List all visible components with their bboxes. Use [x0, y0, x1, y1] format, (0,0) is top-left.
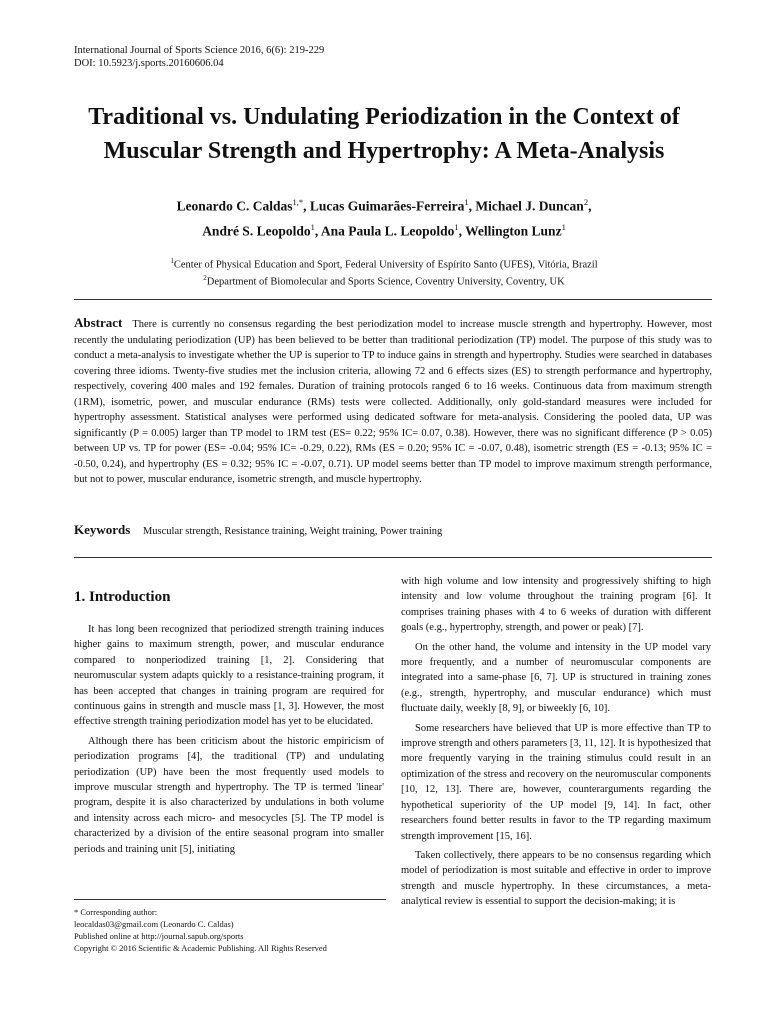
author-line-1: [60, 192, 708, 217]
affiliation-text: Center of Physical Education and Sport, Federal University of Espírito Santo (UFES), Vitória, Brazil: [173, 259, 598, 271]
footnote-copyright: Copyright © 2016 Scientific & Academic Publishing. All Rights Reserved: [74, 943, 327, 953]
footnote-corresponding: * Corresponding author:: [74, 907, 158, 917]
journal-citation: International Journal of Sports Science 2016, 6(6): 219-229: [74, 45, 325, 56]
paper-title: [60, 100, 708, 168]
paragraph: It has long been recognized that periodized strength training induces higher gains to maximum strength, power, and muscular endurance compared to nonperiodized training [1, 2]. Considering that neuromuscular system adapts quickly to a resistance-training program, it has been accepted that changes in training program are required for continuous gains in strength and muscle mass [1, 3]. However, the most effective strength training periodization model has yet to be elucidated.: [74, 624, 384, 728]
author-list: [60, 192, 708, 241]
author-separator: ,: [588, 198, 592, 214]
paragraph: with high volume and low intensity and progressively shifting to high intensity and low volume throughout the training program [6]. It comprises training phases with 4 to 6 weeks of duration with different goals (e.g., hypertrophy, strength, and power or peak) [7].: [401, 576, 711, 634]
author-affil-mark: 1: [561, 221, 566, 232]
author-affil-mark: 1: [464, 197, 469, 207]
author-name: Michael J. Duncan: [475, 198, 584, 214]
abstract: [74, 315, 712, 488]
right-column: [401, 574, 711, 914]
author-name: Lucas Guimarães-Ferreira: [309, 198, 465, 214]
paragraph: Although there has been criticism about the historic empiricism of periodization programs [4], the traditional (TP) and undulating periodization (UP) have been the most frequently used models to improve muscular strength and hypertrophy. The TP is termed 'linear' program, despite it is also characterized by undulations in both volume and intensity across each micro- and mesocycles [5]. The TP model is characterized by a division of the entire seasonal program into smaller periods and training unit [5], initiating: [74, 735, 384, 855]
divider-bottom: [74, 557, 712, 558]
author-affil-mark: 1: [310, 221, 315, 232]
author-affil-mark: 1,*: [292, 197, 304, 207]
abstract-text: There is currently no consensus regarding the best periodization model to increase muscle strength and hypertrophy. However, most recently the undulating periodization (UP) has been believed to be better than traditional periodization (TP) model. The purpose of this study was to conduct a meta-analysis to investigate whether the UP is superior to TP to induce gains in strength and hypertrophy. Studies were searched in databases covering three idioms. Twenty-five studies met the inclusion criteria, allowing 72 and 6 effects sizes (ES) to strength performance and hypertrophy, respectively, covering 400 males and 192 females. Duration of training protocols ranged 6 to 16 weeks. Continuous data from maximum strength (1RM), isometric, power, and muscular endurance (RMs) tests were collected. Additionally, only gold-standard measures were included for hypertrophy assessment. Statistical analyses were performed using dedicated software for meta-analysis. Considering the pooled data, UP was significantly (P = 0.005) larger than TP model to 1RM test (ES= 0.22; 95% IC= 0.07, 0.38). However, there was no significant difference (P > 0.05) between UP vs. TP for power (ES= -0.04; 95% IC= -0.29, 0.22), RMs (ES = 0.20; 95% IC = -0.07, 0.48), isometric strength (ES = -0.13; 95% IC = -0.50, 0.24), and hypertrophy (ES = 0.32; 95% IC = -0.07, 0.71). UP model seems better than TP model to improve maximum strength performance, but not to power, muscular endurance, isometric strength, and muscle hypertrophy.: [74, 319, 712, 485]
paragraph: On the other hand, the volume and intensity in the UP model vary more frequently, and a number of neuromuscular components are integrated into a same-phase [6, 7]. UP is structured in training zones (e.g., strength, hypertrophy, and muscular endurance) which must fluctuate daily, weekly [8, 9], or biweekly [6, 10].: [401, 641, 711, 715]
footnotes: [74, 906, 394, 954]
author-affil-mark: 1: [454, 221, 459, 232]
title-line-1: Traditional vs. Undulating Periodization in the Context of: [88, 104, 680, 130]
author-name: Wellington Lunz: [465, 223, 562, 238]
author-name: Ana Paula L. Leopoldo: [320, 223, 455, 238]
author-separator: ,: [303, 198, 310, 214]
title-line-2: Muscular Strength and Hypertrophy: A Meta-Analysis: [103, 138, 665, 164]
abstract-label: Abstract: [74, 315, 123, 330]
affiliations: [60, 255, 708, 288]
journal-header: [74, 44, 324, 70]
author-affil-mark: 2: [583, 197, 589, 207]
doi: DOI: 10.5923/j.sports.20160606.04: [74, 58, 224, 69]
affiliation-1: [60, 255, 708, 272]
author-name: Leonardo C. Caldas: [176, 198, 293, 214]
author-separator: ,: [468, 198, 476, 214]
section-heading: 1. Introduction: [74, 589, 171, 605]
affiliation-text: Department of Biomolecular and Sports Science, Coventry University, Coventry, UK: [206, 276, 565, 287]
affiliation-mark: 1: [170, 257, 174, 265]
divider-top: [74, 299, 712, 300]
keywords: [74, 522, 712, 538]
footnote-divider: [74, 899, 386, 900]
author-separator: ,: [314, 223, 321, 238]
author-name: André S. Leopoldo: [202, 223, 311, 238]
paragraph: Taken collectively, there appears to be no consensus regarding which model of periodization is most suitable and effective in order to improve strength and muscle hypertrophy. In these circumstances, a meta-analytical review is essential to support the decision-making; it is: [401, 849, 711, 908]
footnote-published: Published online at http://journal.sapub.org/sports: [74, 931, 244, 941]
left-column: [74, 588, 384, 861]
paragraph: Some researchers have believed that UP is more effective than TP to improve strength and others parameters [3, 11, 12]. It is hypothesized that more frequently varying in the training stimulus could result in an optimization of the stress and recovery on the neuromuscular components [10, 12, 13]. There are, however, counterarguments regarding the hypothetical superiority of the UP model [9, 14]. In fact, other researchers found better results in favor to the TP regarding maximum strength improvement [15, 16].: [401, 722, 711, 842]
footnote-email: leocaldas03@gmail.com (Leonardo C. Caldas): [74, 919, 234, 929]
keywords-text: Muscular strength, Resistance training, Weight training, Power training: [142, 526, 443, 537]
affiliation-2: [60, 272, 708, 289]
affiliation-mark: 2: [203, 273, 207, 282]
author-separator: ,: [458, 223, 466, 238]
keywords-label: Keywords: [74, 522, 131, 537]
author-line-2: [60, 217, 708, 242]
